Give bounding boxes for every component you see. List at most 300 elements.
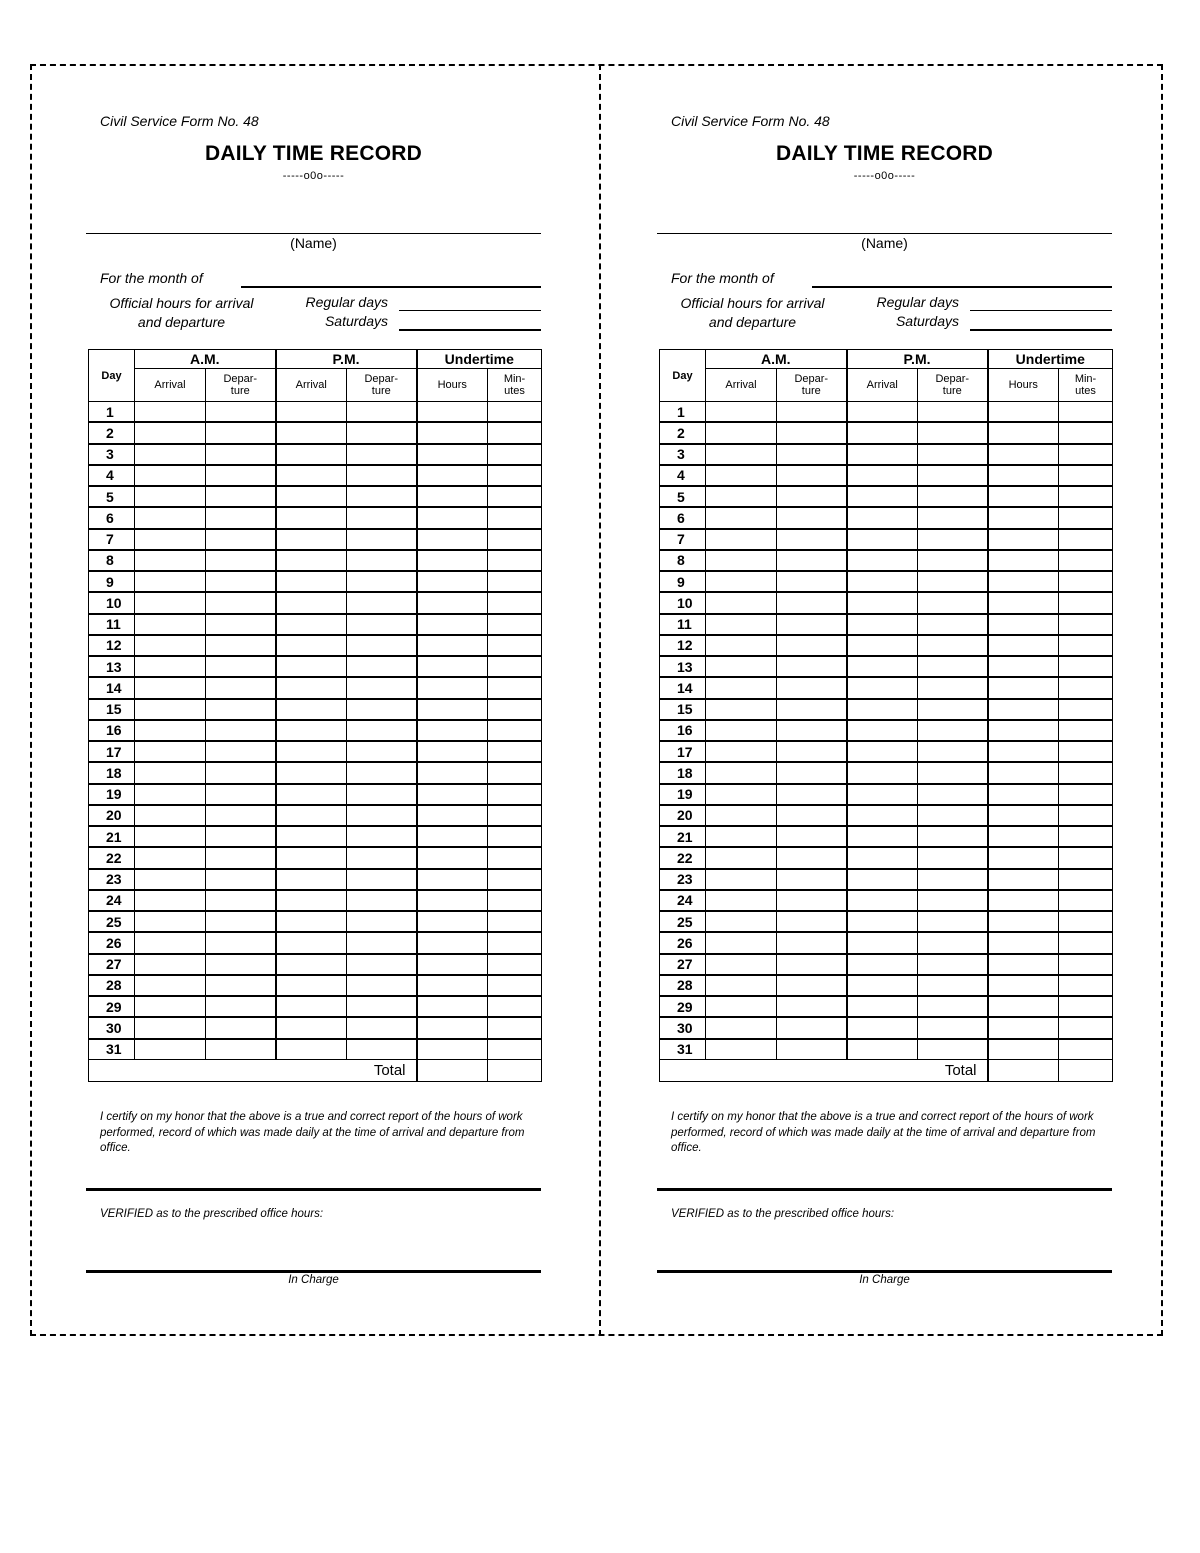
- undertime-hours-cell[interactable]: [988, 402, 1059, 423]
- pm-departure-cell[interactable]: [347, 975, 417, 996]
- undertime-hours-cell[interactable]: [988, 996, 1059, 1017]
- pm-arrival-cell[interactable]: [847, 656, 918, 677]
- pm-arrival-cell[interactable]: [847, 869, 918, 890]
- pm-arrival-cell[interactable]: [847, 486, 918, 507]
- pm-departure-cell[interactable]: [918, 890, 988, 911]
- am-departure-cell[interactable]: [777, 677, 847, 698]
- undertime-minutes-cell[interactable]: [488, 592, 542, 613]
- undertime-minutes-cell[interactable]: [1059, 571, 1113, 592]
- pm-departure-cell[interactable]: [347, 741, 417, 762]
- am-arrival-cell[interactable]: [706, 954, 777, 975]
- total-hours-cell[interactable]: [988, 1059, 1059, 1081]
- am-departure-cell[interactable]: [777, 571, 847, 592]
- am-arrival-cell[interactable]: [135, 699, 206, 720]
- pm-arrival-cell[interactable]: [847, 614, 918, 635]
- pm-departure-cell[interactable]: [347, 1017, 417, 1038]
- undertime-hours-cell[interactable]: [417, 1017, 488, 1038]
- pm-departure-cell[interactable]: [347, 699, 417, 720]
- undertime-minutes-cell[interactable]: [1059, 762, 1113, 783]
- am-arrival-cell[interactable]: [706, 869, 777, 890]
- pm-arrival-cell[interactable]: [847, 847, 918, 868]
- pm-arrival-cell[interactable]: [276, 762, 347, 783]
- pm-departure-cell[interactable]: [918, 402, 988, 423]
- am-arrival-cell[interactable]: [706, 507, 777, 528]
- am-arrival-cell[interactable]: [135, 911, 206, 932]
- undertime-minutes-cell[interactable]: [488, 805, 542, 826]
- pm-departure-cell[interactable]: [347, 847, 417, 868]
- pm-arrival-cell[interactable]: [847, 677, 918, 698]
- undertime-hours-cell[interactable]: [417, 699, 488, 720]
- am-departure-cell[interactable]: [206, 805, 276, 826]
- undertime-minutes-cell[interactable]: [488, 975, 542, 996]
- undertime-minutes-cell[interactable]: [488, 932, 542, 953]
- pm-arrival-cell[interactable]: [847, 932, 918, 953]
- undertime-hours-cell[interactable]: [988, 741, 1059, 762]
- am-arrival-cell[interactable]: [706, 529, 777, 550]
- am-departure-cell[interactable]: [777, 550, 847, 571]
- pm-arrival-cell[interactable]: [276, 444, 347, 465]
- am-departure-cell[interactable]: [206, 826, 276, 847]
- pm-arrival-cell[interactable]: [276, 805, 347, 826]
- pm-arrival-cell[interactable]: [847, 975, 918, 996]
- am-departure-cell[interactable]: [777, 656, 847, 677]
- total-minutes-cell[interactable]: [1059, 1059, 1113, 1081]
- am-departure-cell[interactable]: [206, 444, 276, 465]
- pm-departure-cell[interactable]: [918, 699, 988, 720]
- am-departure-cell[interactable]: [777, 869, 847, 890]
- pm-arrival-cell[interactable]: [847, 402, 918, 423]
- pm-arrival-cell[interactable]: [847, 720, 918, 741]
- total-hours-cell[interactable]: [417, 1059, 488, 1081]
- undertime-hours-cell[interactable]: [988, 656, 1059, 677]
- undertime-minutes-cell[interactable]: [488, 826, 542, 847]
- am-arrival-cell[interactable]: [135, 444, 206, 465]
- pm-arrival-cell[interactable]: [276, 677, 347, 698]
- pm-arrival-cell[interactable]: [276, 507, 347, 528]
- undertime-hours-cell[interactable]: [988, 1017, 1059, 1038]
- am-departure-cell[interactable]: [777, 890, 847, 911]
- am-departure-cell[interactable]: [206, 847, 276, 868]
- am-departure-cell[interactable]: [206, 402, 276, 423]
- am-arrival-cell[interactable]: [706, 656, 777, 677]
- am-departure-cell[interactable]: [206, 422, 276, 443]
- undertime-hours-cell[interactable]: [417, 762, 488, 783]
- undertime-minutes-cell[interactable]: [1059, 975, 1113, 996]
- pm-departure-cell[interactable]: [347, 954, 417, 975]
- pm-arrival-cell[interactable]: [847, 465, 918, 486]
- undertime-minutes-cell[interactable]: [1059, 996, 1113, 1017]
- month-field[interactable]: [241, 286, 541, 288]
- undertime-minutes-cell[interactable]: [488, 422, 542, 443]
- in-charge-signature-line[interactable]: [86, 1270, 541, 1273]
- pm-arrival-cell[interactable]: [276, 720, 347, 741]
- am-arrival-cell[interactable]: [706, 1017, 777, 1038]
- undertime-hours-cell[interactable]: [417, 741, 488, 762]
- am-departure-cell[interactable]: [777, 699, 847, 720]
- pm-arrival-cell[interactable]: [847, 444, 918, 465]
- pm-arrival-cell[interactable]: [847, 826, 918, 847]
- pm-departure-cell[interactable]: [347, 1039, 417, 1060]
- am-arrival-cell[interactable]: [135, 847, 206, 868]
- pm-departure-cell[interactable]: [918, 422, 988, 443]
- pm-arrival-cell[interactable]: [276, 911, 347, 932]
- undertime-minutes-cell[interactable]: [488, 656, 542, 677]
- undertime-hours-cell[interactable]: [417, 847, 488, 868]
- am-departure-cell[interactable]: [206, 507, 276, 528]
- undertime-minutes-cell[interactable]: [488, 571, 542, 592]
- pm-departure-cell[interactable]: [347, 465, 417, 486]
- am-departure-cell[interactable]: [206, 656, 276, 677]
- pm-departure-cell[interactable]: [347, 826, 417, 847]
- undertime-hours-cell[interactable]: [988, 784, 1059, 805]
- undertime-hours-cell[interactable]: [988, 847, 1059, 868]
- pm-departure-cell[interactable]: [347, 507, 417, 528]
- am-departure-cell[interactable]: [206, 1017, 276, 1038]
- am-departure-cell[interactable]: [777, 975, 847, 996]
- undertime-minutes-cell[interactable]: [1059, 1039, 1113, 1060]
- am-arrival-cell[interactable]: [706, 486, 777, 507]
- pm-arrival-cell[interactable]: [847, 1017, 918, 1038]
- undertime-hours-cell[interactable]: [988, 444, 1059, 465]
- undertime-minutes-cell[interactable]: [488, 1039, 542, 1060]
- undertime-minutes-cell[interactable]: [488, 402, 542, 423]
- pm-departure-cell[interactable]: [918, 996, 988, 1017]
- undertime-minutes-cell[interactable]: [1059, 784, 1113, 805]
- undertime-minutes-cell[interactable]: [1059, 486, 1113, 507]
- pm-arrival-cell[interactable]: [276, 656, 347, 677]
- pm-departure-cell[interactable]: [918, 635, 988, 656]
- undertime-hours-cell[interactable]: [417, 869, 488, 890]
- pm-departure-cell[interactable]: [918, 869, 988, 890]
- undertime-hours-cell[interactable]: [417, 571, 488, 592]
- am-arrival-cell[interactable]: [135, 954, 206, 975]
- am-arrival-cell[interactable]: [135, 720, 206, 741]
- undertime-minutes-cell[interactable]: [488, 847, 542, 868]
- am-arrival-cell[interactable]: [706, 805, 777, 826]
- pm-departure-cell[interactable]: [918, 486, 988, 507]
- am-departure-cell[interactable]: [777, 465, 847, 486]
- pm-departure-cell[interactable]: [918, 805, 988, 826]
- pm-arrival-cell[interactable]: [847, 571, 918, 592]
- pm-arrival-cell[interactable]: [847, 592, 918, 613]
- pm-departure-cell[interactable]: [347, 762, 417, 783]
- undertime-hours-cell[interactable]: [417, 635, 488, 656]
- pm-departure-cell[interactable]: [918, 932, 988, 953]
- pm-departure-cell[interactable]: [347, 486, 417, 507]
- pm-departure-cell[interactable]: [918, 784, 988, 805]
- am-arrival-cell[interactable]: [706, 784, 777, 805]
- am-departure-cell[interactable]: [777, 614, 847, 635]
- pm-arrival-cell[interactable]: [847, 550, 918, 571]
- undertime-minutes-cell[interactable]: [1059, 699, 1113, 720]
- pm-departure-cell[interactable]: [918, 465, 988, 486]
- undertime-hours-cell[interactable]: [417, 592, 488, 613]
- undertime-hours-cell[interactable]: [417, 550, 488, 571]
- am-arrival-cell[interactable]: [706, 550, 777, 571]
- pm-arrival-cell[interactable]: [847, 762, 918, 783]
- undertime-hours-cell[interactable]: [417, 805, 488, 826]
- am-arrival-cell[interactable]: [135, 614, 206, 635]
- am-arrival-cell[interactable]: [706, 911, 777, 932]
- am-departure-cell[interactable]: [777, 826, 847, 847]
- pm-departure-cell[interactable]: [918, 826, 988, 847]
- undertime-minutes-cell[interactable]: [1059, 911, 1113, 932]
- undertime-minutes-cell[interactable]: [1059, 444, 1113, 465]
- pm-arrival-cell[interactable]: [276, 869, 347, 890]
- am-departure-cell[interactable]: [777, 402, 847, 423]
- pm-arrival-cell[interactable]: [276, 699, 347, 720]
- undertime-hours-cell[interactable]: [988, 677, 1059, 698]
- undertime-hours-cell[interactable]: [417, 402, 488, 423]
- am-departure-cell[interactable]: [206, 614, 276, 635]
- in-charge-signature-line[interactable]: [657, 1270, 1112, 1273]
- am-arrival-cell[interactable]: [135, 507, 206, 528]
- undertime-minutes-cell[interactable]: [1059, 656, 1113, 677]
- undertime-minutes-cell[interactable]: [488, 869, 542, 890]
- pm-departure-cell[interactable]: [918, 507, 988, 528]
- am-arrival-cell[interactable]: [135, 741, 206, 762]
- undertime-hours-cell[interactable]: [988, 911, 1059, 932]
- pm-departure-cell[interactable]: [347, 592, 417, 613]
- pm-departure-cell[interactable]: [347, 550, 417, 571]
- regular-days-field[interactable]: [399, 310, 541, 311]
- pm-departure-cell[interactable]: [347, 869, 417, 890]
- undertime-minutes-cell[interactable]: [488, 550, 542, 571]
- undertime-hours-cell[interactable]: [988, 932, 1059, 953]
- am-arrival-cell[interactable]: [135, 826, 206, 847]
- pm-arrival-cell[interactable]: [847, 996, 918, 1017]
- pm-arrival-cell[interactable]: [276, 826, 347, 847]
- undertime-hours-cell[interactable]: [417, 932, 488, 953]
- undertime-minutes-cell[interactable]: [1059, 677, 1113, 698]
- am-departure-cell[interactable]: [206, 741, 276, 762]
- undertime-hours-cell[interactable]: [988, 422, 1059, 443]
- undertime-hours-cell[interactable]: [988, 869, 1059, 890]
- pm-departure-cell[interactable]: [918, 1039, 988, 1060]
- pm-arrival-cell[interactable]: [276, 1017, 347, 1038]
- undertime-minutes-cell[interactable]: [1059, 465, 1113, 486]
- undertime-minutes-cell[interactable]: [1059, 720, 1113, 741]
- am-arrival-cell[interactable]: [706, 422, 777, 443]
- am-departure-cell[interactable]: [206, 677, 276, 698]
- total-minutes-cell[interactable]: [488, 1059, 542, 1081]
- undertime-minutes-cell[interactable]: [488, 720, 542, 741]
- pm-arrival-cell[interactable]: [276, 784, 347, 805]
- pm-arrival-cell[interactable]: [276, 890, 347, 911]
- pm-arrival-cell[interactable]: [276, 402, 347, 423]
- am-departure-cell[interactable]: [777, 422, 847, 443]
- pm-departure-cell[interactable]: [918, 614, 988, 635]
- undertime-minutes-cell[interactable]: [1059, 402, 1113, 423]
- undertime-minutes-cell[interactable]: [488, 529, 542, 550]
- am-arrival-cell[interactable]: [706, 677, 777, 698]
- undertime-minutes-cell[interactable]: [1059, 614, 1113, 635]
- undertime-minutes-cell[interactable]: [1059, 550, 1113, 571]
- pm-departure-cell[interactable]: [347, 805, 417, 826]
- am-arrival-cell[interactable]: [135, 465, 206, 486]
- pm-arrival-cell[interactable]: [847, 699, 918, 720]
- undertime-minutes-cell[interactable]: [488, 784, 542, 805]
- undertime-hours-cell[interactable]: [988, 465, 1059, 486]
- am-arrival-cell[interactable]: [706, 699, 777, 720]
- undertime-hours-cell[interactable]: [988, 592, 1059, 613]
- pm-arrival-cell[interactable]: [847, 784, 918, 805]
- undertime-minutes-cell[interactable]: [488, 677, 542, 698]
- am-departure-cell[interactable]: [206, 571, 276, 592]
- pm-arrival-cell[interactable]: [847, 422, 918, 443]
- am-departure-cell[interactable]: [206, 784, 276, 805]
- am-departure-cell[interactable]: [206, 932, 276, 953]
- undertime-hours-cell[interactable]: [417, 529, 488, 550]
- name-field[interactable]: [657, 233, 1112, 234]
- undertime-hours-cell[interactable]: [988, 805, 1059, 826]
- am-departure-cell[interactable]: [777, 635, 847, 656]
- pm-arrival-cell[interactable]: [847, 805, 918, 826]
- am-arrival-cell[interactable]: [135, 486, 206, 507]
- am-departure-cell[interactable]: [777, 1039, 847, 1060]
- am-departure-cell[interactable]: [777, 444, 847, 465]
- undertime-minutes-cell[interactable]: [1059, 592, 1113, 613]
- am-arrival-cell[interactable]: [706, 444, 777, 465]
- am-arrival-cell[interactable]: [135, 529, 206, 550]
- am-departure-cell[interactable]: [777, 847, 847, 868]
- am-arrival-cell[interactable]: [135, 996, 206, 1017]
- undertime-minutes-cell[interactable]: [1059, 1017, 1113, 1038]
- pm-arrival-cell[interactable]: [276, 932, 347, 953]
- undertime-hours-cell[interactable]: [417, 996, 488, 1017]
- undertime-minutes-cell[interactable]: [1059, 529, 1113, 550]
- am-departure-cell[interactable]: [777, 486, 847, 507]
- undertime-minutes-cell[interactable]: [488, 465, 542, 486]
- pm-arrival-cell[interactable]: [276, 1039, 347, 1060]
- undertime-hours-cell[interactable]: [988, 720, 1059, 741]
- undertime-minutes-cell[interactable]: [1059, 741, 1113, 762]
- undertime-minutes-cell[interactable]: [488, 507, 542, 528]
- pm-arrival-cell[interactable]: [847, 635, 918, 656]
- pm-departure-cell[interactable]: [347, 444, 417, 465]
- pm-arrival-cell[interactable]: [276, 422, 347, 443]
- undertime-minutes-cell[interactable]: [488, 954, 542, 975]
- name-field[interactable]: [86, 233, 541, 234]
- am-arrival-cell[interactable]: [706, 635, 777, 656]
- am-arrival-cell[interactable]: [135, 677, 206, 698]
- pm-departure-cell[interactable]: [347, 890, 417, 911]
- undertime-hours-cell[interactable]: [417, 465, 488, 486]
- undertime-hours-cell[interactable]: [988, 890, 1059, 911]
- undertime-minutes-cell[interactable]: [1059, 954, 1113, 975]
- employee-signature-line[interactable]: [86, 1188, 541, 1191]
- am-departure-cell[interactable]: [206, 911, 276, 932]
- pm-departure-cell[interactable]: [918, 954, 988, 975]
- pm-departure-cell[interactable]: [347, 422, 417, 443]
- pm-departure-cell[interactable]: [347, 635, 417, 656]
- undertime-minutes-cell[interactable]: [1059, 869, 1113, 890]
- undertime-minutes-cell[interactable]: [1059, 826, 1113, 847]
- am-arrival-cell[interactable]: [135, 890, 206, 911]
- undertime-minutes-cell[interactable]: [488, 890, 542, 911]
- pm-departure-cell[interactable]: [918, 847, 988, 868]
- undertime-hours-cell[interactable]: [417, 975, 488, 996]
- am-departure-cell[interactable]: [777, 954, 847, 975]
- am-arrival-cell[interactable]: [135, 975, 206, 996]
- am-arrival-cell[interactable]: [706, 1039, 777, 1060]
- pm-departure-cell[interactable]: [347, 656, 417, 677]
- undertime-minutes-cell[interactable]: [488, 996, 542, 1017]
- saturdays-field[interactable]: [970, 329, 1112, 331]
- undertime-hours-cell[interactable]: [988, 954, 1059, 975]
- pm-departure-cell[interactable]: [918, 741, 988, 762]
- undertime-minutes-cell[interactable]: [488, 911, 542, 932]
- pm-arrival-cell[interactable]: [276, 550, 347, 571]
- undertime-minutes-cell[interactable]: [488, 635, 542, 656]
- pm-departure-cell[interactable]: [918, 762, 988, 783]
- am-departure-cell[interactable]: [206, 975, 276, 996]
- am-arrival-cell[interactable]: [135, 550, 206, 571]
- pm-arrival-cell[interactable]: [276, 529, 347, 550]
- am-departure-cell[interactable]: [777, 529, 847, 550]
- pm-departure-cell[interactable]: [347, 784, 417, 805]
- pm-departure-cell[interactable]: [347, 932, 417, 953]
- am-arrival-cell[interactable]: [135, 805, 206, 826]
- am-arrival-cell[interactable]: [135, 1017, 206, 1038]
- undertime-hours-cell[interactable]: [988, 614, 1059, 635]
- employee-signature-line[interactable]: [657, 1188, 1112, 1191]
- pm-arrival-cell[interactable]: [276, 954, 347, 975]
- am-departure-cell[interactable]: [206, 550, 276, 571]
- am-arrival-cell[interactable]: [706, 826, 777, 847]
- am-departure-cell[interactable]: [777, 592, 847, 613]
- pm-arrival-cell[interactable]: [847, 911, 918, 932]
- undertime-hours-cell[interactable]: [988, 550, 1059, 571]
- am-departure-cell[interactable]: [206, 592, 276, 613]
- undertime-hours-cell[interactable]: [417, 826, 488, 847]
- pm-departure-cell[interactable]: [918, 656, 988, 677]
- undertime-hours-cell[interactable]: [417, 614, 488, 635]
- pm-departure-cell[interactable]: [918, 550, 988, 571]
- am-departure-cell[interactable]: [206, 635, 276, 656]
- pm-departure-cell[interactable]: [347, 677, 417, 698]
- am-arrival-cell[interactable]: [706, 975, 777, 996]
- pm-departure-cell[interactable]: [347, 911, 417, 932]
- undertime-hours-cell[interactable]: [988, 635, 1059, 656]
- am-departure-cell[interactable]: [777, 932, 847, 953]
- undertime-hours-cell[interactable]: [417, 656, 488, 677]
- undertime-minutes-cell[interactable]: [488, 444, 542, 465]
- pm-arrival-cell[interactable]: [276, 635, 347, 656]
- am-departure-cell[interactable]: [777, 507, 847, 528]
- pm-arrival-cell[interactable]: [847, 1039, 918, 1060]
- am-arrival-cell[interactable]: [706, 847, 777, 868]
- undertime-hours-cell[interactable]: [417, 677, 488, 698]
- am-arrival-cell[interactable]: [135, 402, 206, 423]
- undertime-minutes-cell[interactable]: [1059, 805, 1113, 826]
- am-departure-cell[interactable]: [777, 1017, 847, 1038]
- undertime-minutes-cell[interactable]: [1059, 635, 1113, 656]
- pm-arrival-cell[interactable]: [276, 741, 347, 762]
- pm-departure-cell[interactable]: [347, 720, 417, 741]
- pm-arrival-cell[interactable]: [276, 996, 347, 1017]
- pm-departure-cell[interactable]: [918, 720, 988, 741]
- pm-arrival-cell[interactable]: [276, 592, 347, 613]
- am-departure-cell[interactable]: [206, 996, 276, 1017]
- pm-arrival-cell[interactable]: [847, 890, 918, 911]
- regular-days-field[interactable]: [970, 310, 1112, 311]
- undertime-minutes-cell[interactable]: [488, 699, 542, 720]
- am-departure-cell[interactable]: [777, 996, 847, 1017]
- undertime-hours-cell[interactable]: [417, 911, 488, 932]
- am-departure-cell[interactable]: [777, 762, 847, 783]
- undertime-minutes-cell[interactable]: [488, 762, 542, 783]
